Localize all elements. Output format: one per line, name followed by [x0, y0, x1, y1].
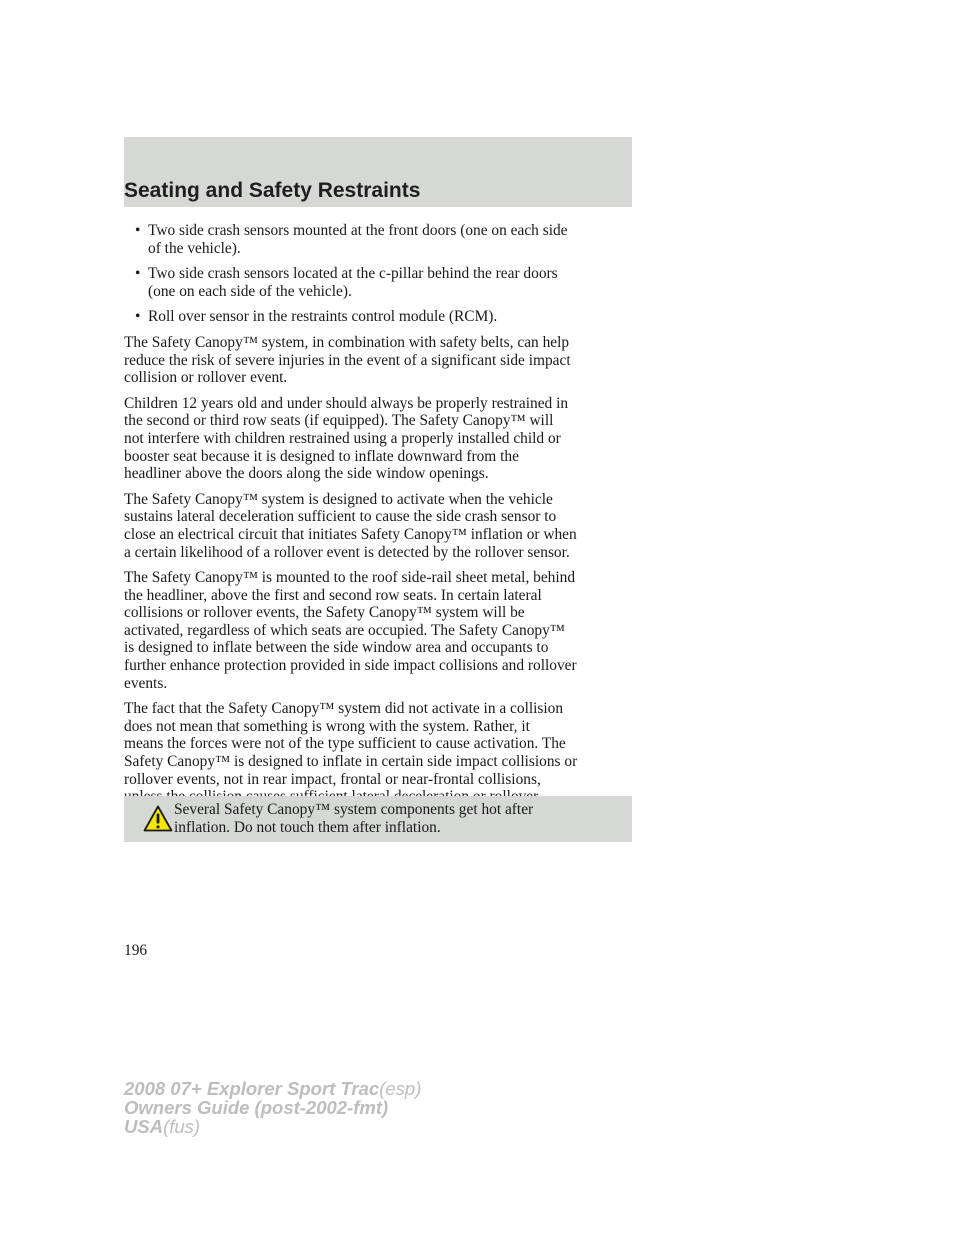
warning-box — [124, 796, 632, 842]
paragraph-line: further enhance protection provided in side impact collisions and rollover — [124, 657, 577, 675]
paragraph-line: reduce the risk of severe injuries in the event of a significant side impact — [124, 351, 571, 369]
bullet-line: (one on each side of the vehicle). — [148, 282, 352, 300]
paragraph — [124, 569, 636, 692]
main-content — [124, 222, 636, 831]
bullet-mark: • — [135, 265, 141, 283]
paragraph-line: means the forces were not of the type sufficient to cause activation. The — [124, 735, 566, 753]
bullet-line: of the vehicle). — [148, 239, 241, 257]
warning-text — [174, 801, 624, 836]
bullet-line: Roll over sensor in the restraints control module (RCM). — [148, 308, 498, 326]
paragraph-line: close an electrical circuit that initiates Safety Canopy™ inflation or when — [124, 525, 577, 543]
warning-line: inflation. Do not touch them after inflation. — [174, 818, 441, 836]
paragraph-line: collisions or rollover events, the Safety Canopy™ system will be — [124, 604, 525, 622]
paragraph-line: The Safety Canopy™ system, in combination with safety belts, can help — [124, 333, 570, 351]
footer-line — [124, 1079, 421, 1098]
paragraph-line: The fact that the Safety Canopy™ system did not activate in a collision — [124, 700, 564, 718]
footer-guide: Owners Guide (post-2002-fmt) — [124, 1097, 389, 1118]
footer-market: USA — [124, 1116, 164, 1137]
paragraph — [124, 334, 636, 387]
paragraph-line: The Safety Canopy™ system is designed to activate when the vehicle — [124, 490, 553, 508]
footer-model: 2008 07+ Explorer Sport Trac — [124, 1078, 380, 1099]
paragraph-line: Children 12 years old and under should always be properly restrained in — [124, 394, 569, 412]
bullet-mark: • — [135, 308, 141, 326]
paragraph-line: rollover events, not in rear impact, frontal or near-frontal collisions, — [124, 770, 541, 788]
warning-triangle-icon — [143, 805, 173, 832]
paragraph — [124, 491, 636, 561]
footer-market-code: (fus) — [163, 1116, 201, 1137]
paragraph — [124, 395, 636, 483]
paragraph-line: The Safety Canopy™ is mounted to the roof side-rail sheet metal, behind — [124, 569, 576, 587]
footer-line — [124, 1117, 421, 1136]
paragraph-line: collision or rollover event. — [124, 369, 288, 387]
section-header-band — [124, 137, 632, 207]
paragraph-line: events. — [124, 674, 168, 692]
paragraph-line: the second or third row seats (if equipped). The Safety Canopy™ will — [124, 412, 554, 430]
paragraph-line: sustains lateral deceleration sufficient to cause the side crash sensor to — [124, 508, 557, 526]
bullet-line: Two side crash sensors mounted at the front doors (one on each side — [148, 222, 568, 239]
bullet-mark: • — [135, 222, 141, 239]
footer-model-code: (esp) — [379, 1078, 422, 1099]
paragraph-line: a certain likelihood of a rollover event is detected by the rollover sensor. — [124, 543, 570, 561]
bullet-line: Two side crash sensors located at the c-pillar behind the rear doors — [148, 265, 558, 283]
paragraph-line: activated, regardless of which seats are occupied. The Safety Canopy™ — [124, 621, 565, 639]
bullet-item — [124, 265, 636, 300]
paragraph-line: Safety Canopy™ is designed to inflate in certain side impact collisions or — [124, 753, 578, 771]
paragraph-line: is designed to inflate between the side window area and occupants to — [124, 639, 549, 657]
paragraph-line: the headliner, above the first and second row seats. In certain lateral — [124, 586, 542, 604]
footer-line — [124, 1098, 421, 1117]
paragraph-line: booster seat because it is designed to inflate downward from the — [124, 447, 519, 465]
paragraph-line: headliner above the doors along the side window openings. — [124, 465, 489, 483]
paragraph-line: not interfere with children restrained using a properly installed child or — [124, 429, 561, 447]
page-number: 196 — [124, 942, 148, 959]
section-title: Seating and Safety Restraints — [124, 179, 421, 202]
document-footer — [124, 1079, 421, 1136]
bullet-item — [124, 222, 636, 257]
warning-line: Several Safety Canopy™ system components get hot after — [174, 801, 534, 818]
paragraph-line: does not mean that something is wrong with the system. Rather, it — [124, 717, 530, 735]
bullet-item — [124, 308, 636, 326]
